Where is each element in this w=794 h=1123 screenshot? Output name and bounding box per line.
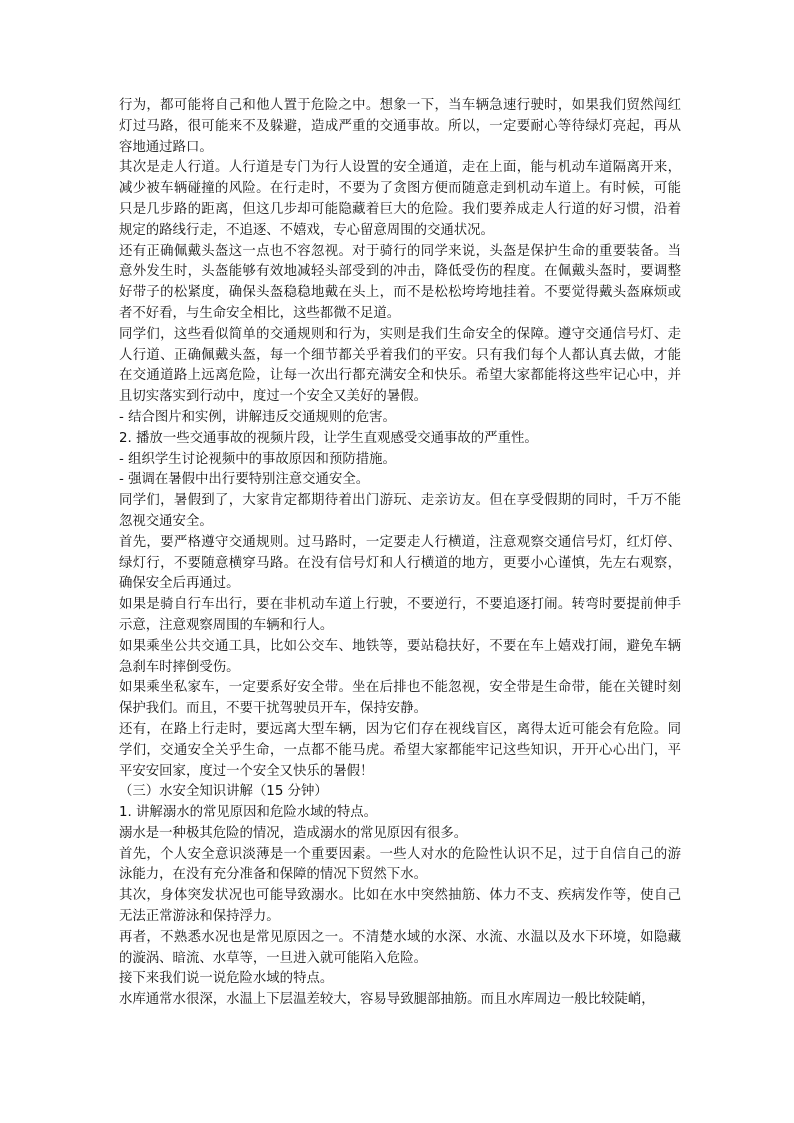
- numbered-item: 2. 播放一些交通事故的视频片段，让学生直观感受交通事故的严重性。: [119, 430, 538, 446]
- paragraph: 同学们，这些看似简单的交通规则和行为，实则是我们生命安全的保障。遵守交通信号灯、走人行道、正确佩戴头盔，每一个细节都关乎着我们的平安。只有我们每个人都认真去做，才能在交通道路上远离危险，让每一次出行都充满安全和快乐。希望大家都能将这些牢记心中，并且切实落实到行动中，度过一个安全又美好的暑假。: [119, 326, 681, 405]
- paragraph: 其次，身体突发状况也可能导致溺水。比如在水中突然抽筋、体力不支、疾病发作等，使自己无法正常游泳和保持浮力。: [119, 888, 681, 925]
- paragraph: 接下来我们说一说危险水域的特点。: [119, 971, 334, 987]
- paragraph: 再者，不熟悉水况也是常见原因之一。不清楚水域的水深、水流、水温以及水下环境，如隐藏的漩涡、暗流、水草等，一旦进入就可能陷入危险。: [119, 929, 681, 966]
- bullet-item: - 组织学生讨论视频中的事故原因和预防措施。: [119, 451, 396, 467]
- paragraph: 同学们，暑假到了，大家肯定都期待着出门游玩、走亲访友。但在享受假期的同时，千万不能忽视交通安全。: [119, 493, 681, 529]
- bullet-item: - 结合图片和实例，讲解违反交通规则的危害。: [119, 409, 396, 425]
- paragraph: 还有正确佩戴头盔这一点也不容忽视。对于骑行的同学来说，头盔是保护生命的重要装备。当意外发生时，头盔能够有效地减轻头部受到的冲击，降低受伤的程度。在佩戴头盔时，要调整好带子的松紧度，确保头盔稳稳地戴在头上，而不是松松垮垮地挂着。不要觉得戴头盔麻烦或者不好看，与生命安全相比，这些都微不足道。: [119, 243, 681, 321]
- paragraph: 行为，都可能将自己和他人置于危险之中。想象一下，当车辆急速行驶时，如果我们贸然闯红灯过马路，很可能来不及躲避，造成严重的交通事故。所以，一定要耐心等待绿灯亮起，再从容地通过路口。: [119, 98, 681, 155]
- paragraph: 如果乘坐私家车，一定要系好安全带。坐在后排也不能忽视，安全带是生命带，能在关键时刻保护我们。而且，不要干扰驾驶员开车，保持安静。: [119, 680, 681, 717]
- numbered-item: 1. 讲解溺水的常见原因和危险水域的特点。: [119, 805, 378, 821]
- paragraph: 如果乘坐公共交通工具，比如公交车、地铁等，要站稳扶好，不要在车上嬉戏打闹，避免车辆急刹车时摔倒受伤。: [119, 638, 681, 675]
- paragraph: 首先，个人安全意识淡薄是一个重要因素。一些人对水的危险性认识不足，过于自信自己的游泳能力，在没有充分准备和保障的情况下贸然下水。: [119, 846, 681, 883]
- section-heading: （三）水安全知识讲解（15 分钟）: [119, 784, 328, 800]
- paragraph: 溺水是一种极其危险的情况，造成溺水的常见原因有很多。: [119, 825, 468, 841]
- paragraph: 还有，在路上行走时，要远离大型车辆，因为它们存在视线盲区，离得太近可能会有危险。同学们，交通安全关乎生命，一点都不能马虎。希望大家都能牢记这些知识，开开心心出门，平平安安回家，度过一个安全又快乐的暑假！: [119, 721, 681, 779]
- paragraph: 首先，要严格遵守交通规则。过马路时，一定要走人行横道，注意观察交通信号灯，红灯停、绿灯行，不要随意横穿马路。在没有信号灯和人行横道的地方，更要小心谨慎，先左右观察，确保安全后再通过。: [119, 534, 681, 592]
- bullet-item: - 强调在暑假中出行要特别注意交通安全。: [119, 472, 370, 488]
- paragraph: 如果是骑自行车出行，要在非机动车道上行驶，不要逆行，不要追逐打闹。转弯时要提前伸手示意，注意观察周围的车辆和行人。: [119, 597, 681, 633]
- paragraph: 其次是走人行道。人行道是专门为行人设置的安全通道，走在上面，能与机动车道隔离开来，减少被车辆碰撞的风险。在行走时，不要为了贪图方便而随意走到机动车道上。有时候，可能只是几步路的距离，但这几步却可能隐藏着巨大的危险。我们要养成走人行道的好习惯，沿着规定的路线行走，不追逐、不嬉戏，专心留意周围的交通状况。: [119, 160, 681, 238]
- paragraph: 水库通常水很深，水温上下层温差较大，容易导致腿部抽筋。而且水库周边一般比较陡峭，: [119, 992, 655, 1008]
- document-page: [119, 96, 681, 1011]
